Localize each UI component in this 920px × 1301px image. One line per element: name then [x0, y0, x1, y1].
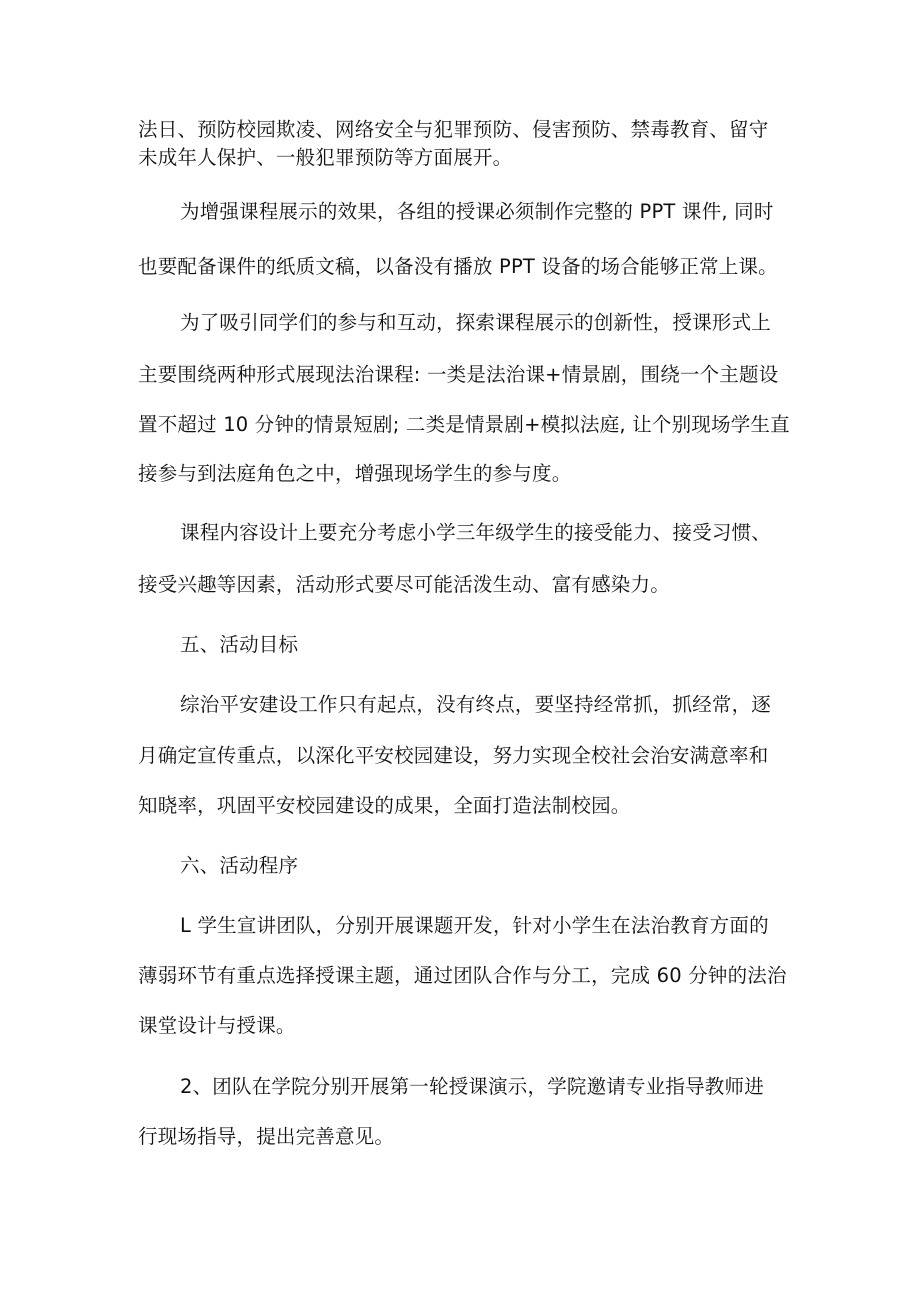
- paragraph-line: L 学生宣讲团队，分别开展课题开发，针对小学生在法治教育方面的: [180, 914, 769, 937]
- paragraph-line: 法日、预防校园欺凌、网络安全与犯罪预防、侵害预防、禁毒教育、留守: [138, 118, 769, 141]
- paragraph-line: 课堂设计与授课。: [138, 1014, 296, 1037]
- paragraph-line: 为了吸引同学们的参与和互动，探索课程展示的创新性，授课形式上: [180, 311, 772, 334]
- paragraph-line: 接参与到法庭角色之中，增强现场学生的参与度。: [138, 462, 572, 485]
- paragraph-line: 行现场指导，提出完善意见。: [138, 1125, 395, 1148]
- paragraph-line: 综治平安建设工作只有起点，没有终点，要坚持经常抓，抓经常，逐: [180, 693, 772, 716]
- paragraph-line: 未成年人保护、一般犯罪预防等方面展开。: [138, 146, 513, 169]
- paragraph-line: 为增强课程展示的效果，各组的授课必须制作完整的 PPT 课件, 同时: [180, 200, 774, 223]
- section-heading: 六、活动程序: [180, 854, 299, 877]
- paragraph-line: 接受兴趣等因素，活动形式要尽可能活泼生动、富有感染力。: [138, 573, 670, 596]
- paragraph-line: 知晓率，巩固平安校园建设的成果，全面打造法制校园。: [138, 794, 631, 817]
- paragraph-line: 薄弱环节有重点选择授课主题，通过团队合作与分工，完成 60 分钟的法治: [138, 964, 787, 987]
- paragraph-line: 置不超过 10 分钟的情景短剧; 二类是情景剧+模拟法庭, 让个别现场学生直: [138, 413, 790, 436]
- paragraph-line: 2、团队在学院分别开展第一轮授课演示，学院邀请专业指导教师进: [180, 1075, 764, 1098]
- paragraph-line: 主要围绕两种形式展现法治课程: 一类是法治课+情景剧，围绕一个主题设: [138, 363, 779, 386]
- paragraph-line: 也要配备课件的纸质文稿，以备没有播放 PPT 设备的场合能够正常上课。: [138, 255, 778, 278]
- section-heading: 五、活动目标: [180, 633, 299, 656]
- paragraph-line: 月确定宣传重点，以深化平安校园建设，努力实现全校社会治安满意率和: [138, 744, 769, 767]
- paragraph-line: 课程内容设计上要充分考虑小学三年级学生的接受能力、接受习惯、: [180, 521, 772, 544]
